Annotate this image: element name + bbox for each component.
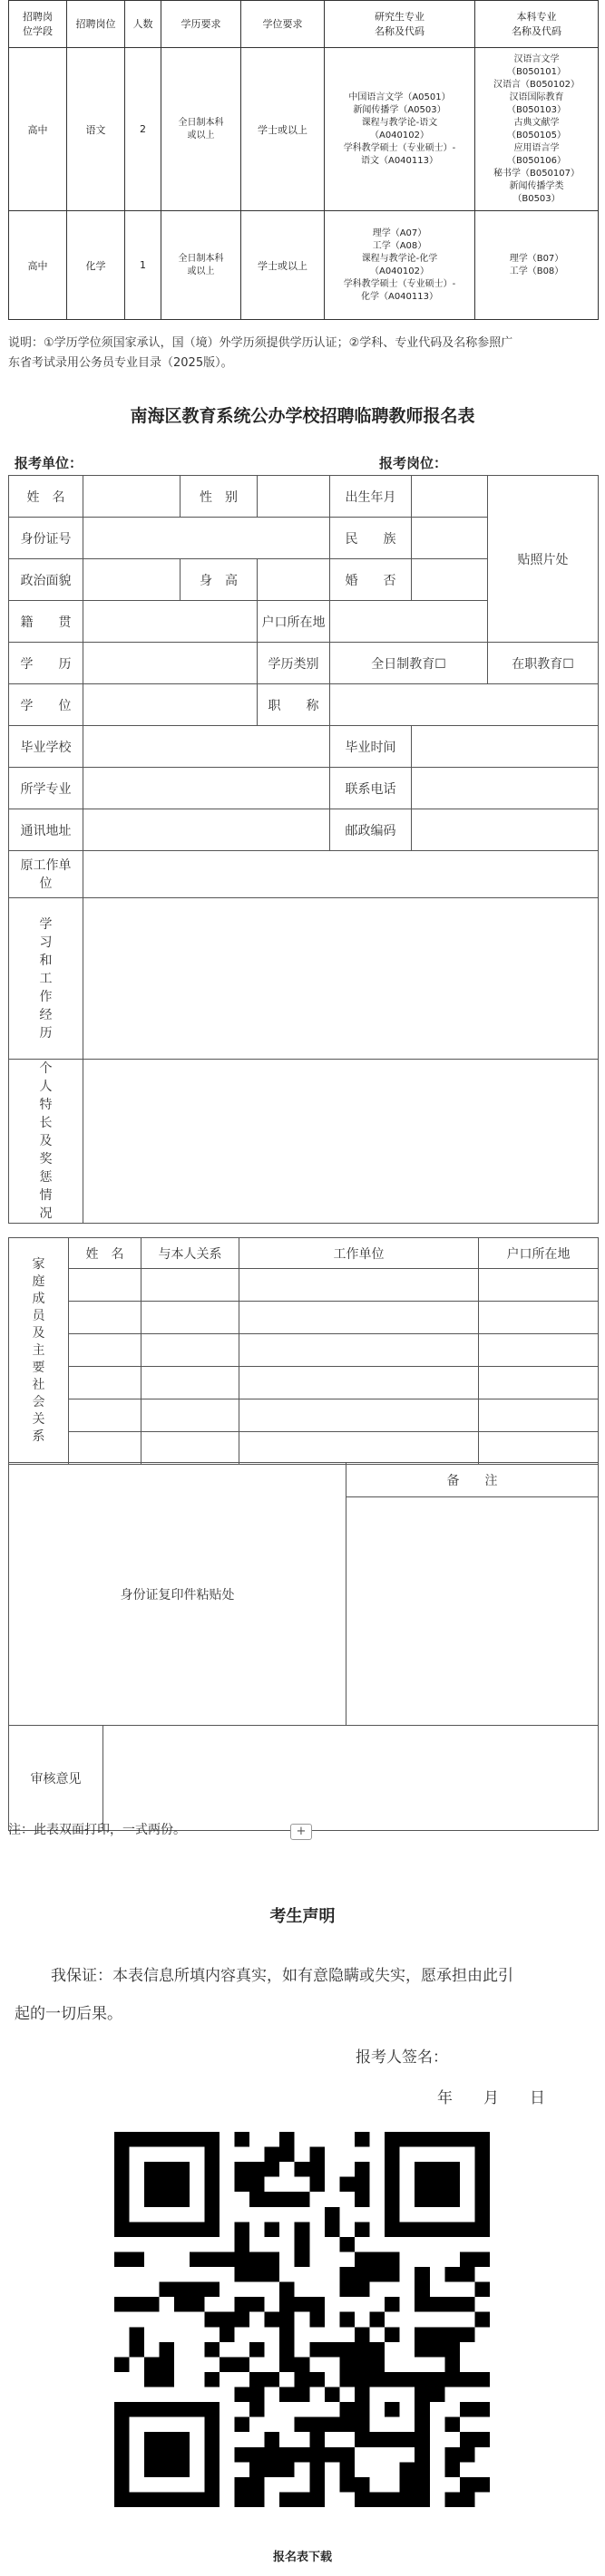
political-label: 政治面貌 (9, 559, 83, 601)
hukou-field[interactable] (330, 601, 488, 643)
row-undergrad-major: 汉语言文学 （B050101） 汉语言（B050102） 汉语国际教育 （B050103） 古典文献学 （B050105） 应用语言学 （B050106） 秘书学（B050107） 新闻传播学类 （B0503） (475, 48, 599, 211)
birth-field[interactable] (412, 476, 488, 518)
orig-unit-field[interactable] (83, 851, 599, 898)
gender-field[interactable] (258, 476, 330, 518)
header-degree: 学位要求 (241, 1, 325, 48)
height-label: 身 高 (181, 559, 258, 601)
inservice-checkbox[interactable]: 在职教育☐ (488, 643, 599, 684)
row-stage: 高中 (9, 211, 67, 320)
prof-title-field[interactable] (330, 684, 599, 726)
row-grad-major: 中国语言文学（A0501） 新闻传播学（A0503） 课程与教学论-语文 （A040102） 学科教学硕士（专业硕士）- 语文（A040113） (325, 48, 475, 211)
header-undergrad-major: 本科专业 名称及代码 (475, 1, 599, 48)
family-table (8, 1237, 599, 1465)
form-note: 注：此表双面打印，一式两份。 (8, 1823, 186, 1837)
positions-header-row (9, 1, 599, 48)
phone-label: 联系电话 (330, 768, 412, 809)
table-row (9, 1367, 599, 1399)
native-place-field[interactable] (83, 601, 258, 643)
school-label: 毕业学校 (9, 726, 83, 768)
grad-time-label: 毕业时间 (330, 726, 412, 768)
major-field[interactable] (83, 768, 330, 809)
degree-label: 学 位 (9, 684, 83, 726)
row-degree: 学士或以上 (241, 48, 325, 211)
row-undergrad-major: 理学（B07） 工学（B08） (475, 211, 599, 320)
political-field[interactable] (83, 559, 181, 601)
family-label: 家 庭 成 员 及 主 要 社 会 关 系 (9, 1238, 69, 1465)
qr-code-icon[interactable] (114, 2132, 490, 2507)
row-count: 1 (125, 211, 161, 320)
name-field[interactable] (83, 476, 181, 518)
declaration-body-line2: 起的一切后果。 (15, 2005, 122, 2023)
specialty-label: 个 人 特 长 及 奖 惩 情 况 (9, 1060, 83, 1224)
table-row (9, 1432, 599, 1465)
declaration-title: 考生声明 (269, 1907, 336, 1926)
grad-time-field[interactable] (412, 726, 599, 768)
row-education: 全日制本科 或以上 (161, 211, 241, 320)
header-count: 人数 (125, 1, 161, 48)
review-field[interactable] (103, 1726, 599, 1831)
education-field[interactable] (83, 643, 258, 684)
study-history-field[interactable] (83, 898, 599, 1060)
fulltime-checkbox[interactable]: 全日制教育☐ (330, 643, 488, 684)
ethnicity-label: 民 族 (330, 518, 412, 559)
major-label: 所学专业 (9, 768, 83, 809)
table-row (9, 1269, 599, 1302)
row-post: 化学 (67, 211, 125, 320)
header-education: 学历要求 (161, 1, 241, 48)
id-copy-area: 身份证复印件粘贴处 (9, 1463, 346, 1726)
gender-label: 性 别 (181, 476, 258, 518)
declaration-body-line1: 我保证：本表信息所填内容真实，如有意隐瞒或失实，愿承担由此引 (51, 1967, 513, 1985)
education-label: 学 历 (9, 643, 83, 684)
family-header-work-unit: 工作单位 (239, 1238, 479, 1269)
qr-caption: 报名表下载 (272, 2551, 332, 2564)
row-grad-major: 理学（A07） 工学（A08） 课程与教学论-化学 （A040102） 学科教学硕士（专业硕士）- 化学（A040113） (325, 211, 475, 320)
table-row (9, 1302, 599, 1334)
family-header-relation: 与本人关系 (141, 1238, 239, 1269)
row-degree: 学士或以上 (241, 211, 325, 320)
specialty-field[interactable] (83, 1060, 599, 1224)
postcode-field[interactable] (412, 809, 599, 851)
note-text: 说明：①学历学位须国家承认，国（境）外学历须提供学历认证；②学科、专业代码及名称参照广 东省考试录用公务员专业目录（2025版）。 (8, 336, 513, 370)
table-row (9, 1334, 599, 1367)
phone-field[interactable] (412, 768, 599, 809)
report-unit-label: 报考单位： (15, 455, 83, 471)
native-place-label: 籍 贯 (9, 601, 83, 643)
height-field[interactable] (258, 559, 330, 601)
school-field[interactable] (83, 726, 330, 768)
photo-area: 贴照片处 (488, 476, 599, 643)
address-field[interactable] (83, 809, 330, 851)
signature-label: 报考人签名： (356, 2048, 448, 2067)
bottom-table (8, 1462, 599, 1831)
remarks-field[interactable] (346, 1497, 599, 1726)
table-row (9, 48, 599, 211)
postcode-label: 邮政编码 (330, 809, 412, 851)
prof-title-label: 职 称 (258, 684, 330, 726)
address-label: 通讯地址 (9, 809, 83, 851)
review-label: 审核意见 (9, 1726, 103, 1831)
expand-button[interactable]: + (290, 1824, 312, 1840)
table-row (9, 211, 599, 320)
id-number-label: 身份证号 (9, 518, 83, 559)
edu-type-label: 学历类别 (258, 643, 330, 684)
remarks-label: 备 注 (346, 1463, 599, 1497)
header-post: 招聘岗位 (67, 1, 125, 48)
id-number-field[interactable] (83, 518, 330, 559)
hukou-label: 户口所在地 (258, 601, 330, 643)
table-row (9, 1399, 599, 1432)
registration-form (8, 475, 599, 1224)
orig-unit-label: 原工作单 位 (9, 851, 83, 898)
degree-field[interactable] (83, 684, 258, 726)
birth-label: 出生年月 (330, 476, 412, 518)
row-education: 全日制本科 或以上 (161, 48, 241, 211)
row-stage: 高中 (9, 48, 67, 211)
row-post: 语文 (67, 48, 125, 211)
positions-table (8, 0, 599, 320)
header-stage: 招聘岗 位学段 (9, 1, 67, 48)
report-post-label: 报考岗位： (379, 455, 448, 471)
marital-label: 婚 否 (330, 559, 412, 601)
name-label: 姓 名 (9, 476, 83, 518)
form-title: 南海区教育系统公办学校招聘临聘教师报名表 (130, 406, 475, 426)
date-label: 年 月 日 (437, 2089, 545, 2107)
family-header-hukou: 户口所在地 (479, 1238, 599, 1269)
family-header-name: 姓 名 (69, 1238, 141, 1269)
marital-field[interactable] (412, 559, 488, 601)
ethnicity-field[interactable] (412, 518, 488, 559)
row-count: 2 (125, 48, 161, 211)
header-grad-major: 研究生专业 名称及代码 (325, 1, 475, 48)
study-history-label: 学 习 和 工 作 经 历 (9, 898, 83, 1060)
